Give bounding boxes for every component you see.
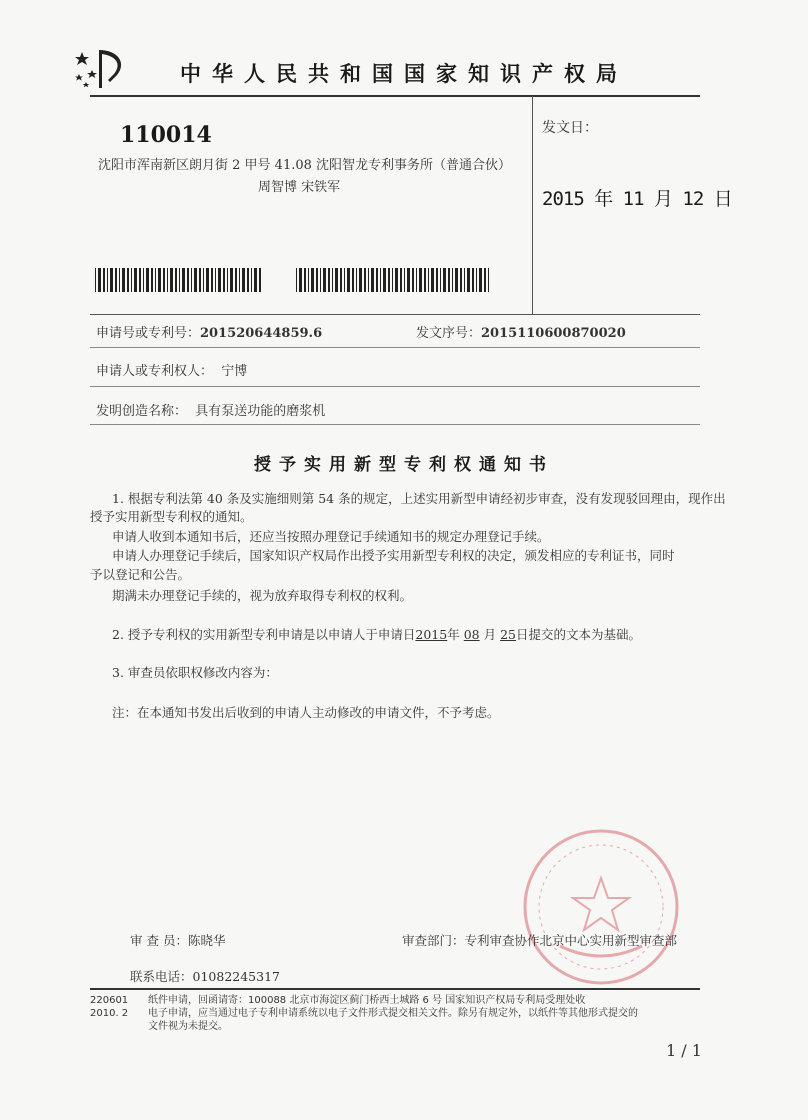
invention-title-row: [96, 400, 325, 419]
paragraph-2-suffix: 日提交的文本为基础。: [516, 627, 642, 642]
sipo-logo: [72, 46, 130, 92]
paragraph-1-line-2: 授予实用新型专利权的通知。: [90, 509, 253, 524]
filing-day: 25: [500, 627, 517, 642]
note: 注：在本通知书发出后收到的申请人主动修改的申请文件，不予考虑。: [112, 705, 500, 720]
issue-date-value: 2015 年 11 月 12 日: [542, 188, 732, 210]
applicant-value: 宁博: [221, 364, 248, 379]
paragraph-1c-line-2: 予以登记和公告。: [90, 567, 191, 582]
serial-number-label: 发文序号：: [416, 326, 482, 341]
department-row: [402, 932, 677, 950]
footer-line-2: 电子申请，应当通过电子专利申请系统以电子文件形式提交相关文件。除另有规定外，以纸件等其他形式提交的: [148, 1008, 638, 1019]
recipient-names: 周智博 宋铁军: [258, 180, 341, 195]
filing-year-unit: 年: [447, 627, 460, 642]
filing-month: 08: [463, 627, 480, 642]
issue-date-label: 发文日：: [542, 120, 598, 136]
phone-value: 01082245317: [192, 969, 280, 984]
serial-number-row: [416, 322, 626, 341]
form-code: 220601: [90, 995, 129, 1006]
phone-label: 联系电话：: [130, 969, 193, 984]
field-rule-1: [90, 347, 700, 348]
barcode-right: [296, 268, 492, 292]
header-rule-bottom: [90, 314, 700, 315]
application-number-value: 201520644859.6: [200, 326, 323, 341]
org-name: 中华人民共和国国家知识产权局: [180, 62, 628, 86]
department-label: 审查部门：: [402, 933, 465, 948]
page-number: 1 / 1: [666, 1041, 702, 1060]
paragraph-1c-line-1: 申请人办理登记手续后，国家知识产权局作出授予实用新型专利权的决定，颁发相应的专利证书，同时: [112, 548, 675, 563]
paragraph-2: [112, 626, 641, 644]
notice-title: 授予实用新型专利权通知书: [254, 455, 554, 475]
invention-title-label: 发明创造名称：: [96, 404, 188, 419]
paragraph-1d: 期满未办理登记手续的，视为放弃取得专利权的权利。: [112, 588, 413, 603]
examiner-row: [130, 932, 225, 950]
header-rule-top: [90, 95, 700, 97]
filing-year: 2015: [415, 627, 448, 642]
department-name: 专利审查协作北京中心实用新型审查部: [464, 933, 678, 948]
footer-line-3: 文件视为未提交。: [148, 1021, 228, 1032]
paragraph-3: 3. 审查员依职权修改内容为：: [112, 665, 278, 680]
paragraph-1-line-1: 1. 根据专利法第 40 条及实施细则第 54 条的规定，上述实用新型申请经初步审查，没有发现驳回理由，现作出: [112, 491, 726, 506]
paragraph-1b: 申请人收到本通知书后，还应当按照办理登记手续通知书的规定办理登记手续。: [112, 529, 550, 544]
filing-month-unit: 月: [483, 627, 497, 642]
postal-code: 110014: [120, 122, 212, 148]
applicant-label: 申请人或专利权人：: [96, 364, 214, 379]
application-number-row: [96, 322, 322, 341]
barcode-left: [95, 268, 263, 292]
applicant-row: [96, 360, 247, 379]
form-version: 2010. 2: [90, 1008, 129, 1019]
footer-rule: [90, 988, 700, 990]
field-rule-2: [90, 386, 700, 387]
examiner-name: 陈晓华: [187, 933, 226, 948]
date-column-divider: [532, 96, 533, 314]
invention-title-value: 具有泵送功能的磨浆机: [195, 404, 326, 419]
application-number-label: 申请号或专利号：: [96, 326, 201, 341]
field-rule-3: [90, 424, 700, 425]
serial-number-value: 2015110600870020: [481, 326, 626, 341]
phone-row: [130, 968, 280, 986]
examiner-label: 审 查 员：: [130, 933, 188, 948]
recipient-address: 沈阳市浑南新区朗月街 2 甲号 41.08 沈阳智龙专利事务所（普通合伙）: [98, 158, 512, 173]
official-seal: [520, 826, 682, 988]
paragraph-2-prefix: 2. 授予专利权的实用新型专利申请是以申请人于申请日: [112, 627, 416, 642]
footer-line-1: 纸件申请，回函请寄：100088 北京市海淀区蓟门桥西土城路 6 号 国家知识产权局专利局受理处收: [148, 995, 586, 1006]
